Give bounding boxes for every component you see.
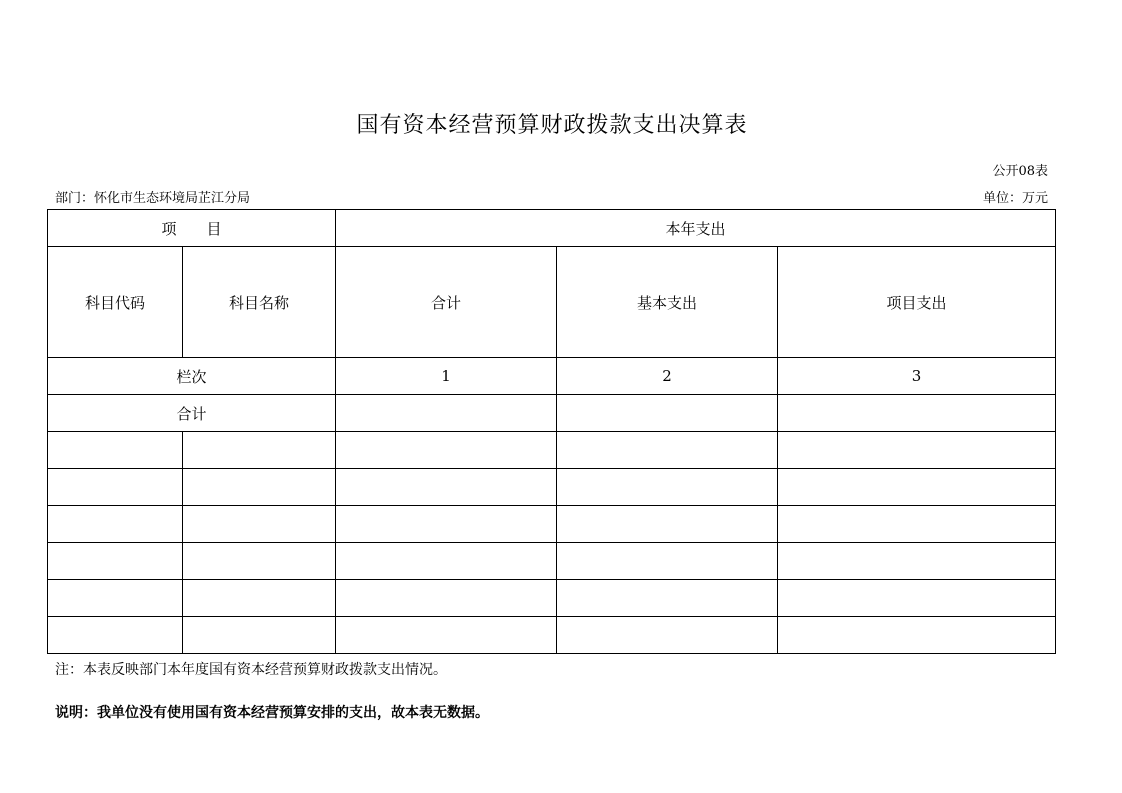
total-cell bbox=[557, 395, 778, 432]
table-cell bbox=[557, 469, 778, 506]
department-label: 部门：怀化市生态环境局芷江分局 bbox=[55, 191, 251, 206]
column-index-1: 1 bbox=[336, 358, 557, 395]
table-cell bbox=[48, 580, 183, 617]
table-cell bbox=[183, 617, 336, 654]
header-basic-expenditure: 基本支出 bbox=[557, 247, 778, 358]
table-cell bbox=[48, 469, 183, 506]
table-cell bbox=[48, 506, 183, 543]
table-cell bbox=[48, 543, 183, 580]
column-index-row bbox=[48, 358, 1056, 395]
total-cell bbox=[336, 395, 557, 432]
table-row bbox=[48, 432, 1056, 469]
header-subject-name: 科目名称 bbox=[183, 247, 336, 358]
total-row bbox=[48, 395, 1056, 432]
column-index-label: 栏次 bbox=[48, 358, 336, 395]
table-row bbox=[48, 469, 1056, 506]
column-index-3: 3 bbox=[778, 358, 1056, 395]
table-cell bbox=[336, 506, 557, 543]
explanation-text: 说明：我单位没有使用国有资本经营预算安排的支出，故本表无数据。 bbox=[55, 705, 489, 721]
table-cell bbox=[336, 469, 557, 506]
unit-label: 单位：万元 bbox=[982, 191, 1048, 206]
table-cell bbox=[183, 506, 336, 543]
table-cell bbox=[183, 432, 336, 469]
table-cell bbox=[778, 432, 1056, 469]
table-cell bbox=[778, 506, 1056, 543]
table-cell bbox=[336, 580, 557, 617]
header-row-1 bbox=[48, 210, 1056, 247]
table-row bbox=[48, 506, 1056, 543]
table-row bbox=[48, 617, 1056, 654]
table-row bbox=[48, 543, 1056, 580]
table-cell bbox=[557, 580, 778, 617]
expenditure-table bbox=[47, 209, 1056, 654]
table-cell bbox=[183, 543, 336, 580]
table-cell bbox=[778, 469, 1056, 506]
header-current-year: 本年支出 bbox=[336, 210, 1056, 247]
page-title: 国有资本经营预算财政拨款支出决算表 bbox=[356, 113, 748, 138]
table-cell bbox=[778, 617, 1056, 654]
header-row-2 bbox=[48, 247, 1056, 358]
table-cell bbox=[183, 469, 336, 506]
column-index-2: 2 bbox=[557, 358, 778, 395]
table-cell bbox=[557, 617, 778, 654]
table-cell bbox=[336, 543, 557, 580]
header-total: 合计 bbox=[336, 247, 557, 358]
table-cell bbox=[557, 432, 778, 469]
table-cell bbox=[557, 506, 778, 543]
table-cell bbox=[778, 543, 1056, 580]
table-cell bbox=[48, 432, 183, 469]
table-cell bbox=[557, 543, 778, 580]
total-row-label: 合计 bbox=[48, 395, 336, 432]
header-subject-code: 科目代码 bbox=[48, 247, 183, 358]
table-cell bbox=[336, 432, 557, 469]
table-note: 注：本表反映部门本年度国有资本经营预算财政拨款支出情况。 bbox=[55, 662, 447, 678]
form-number: 公开08表 bbox=[992, 164, 1048, 179]
table-cell bbox=[778, 580, 1056, 617]
table-cell bbox=[183, 580, 336, 617]
header-project-expenditure: 项目支出 bbox=[778, 247, 1056, 358]
table-cell bbox=[48, 617, 183, 654]
table-cell bbox=[336, 617, 557, 654]
total-cell bbox=[778, 395, 1056, 432]
table-row bbox=[48, 580, 1056, 617]
header-item: 项 目 bbox=[48, 210, 336, 247]
